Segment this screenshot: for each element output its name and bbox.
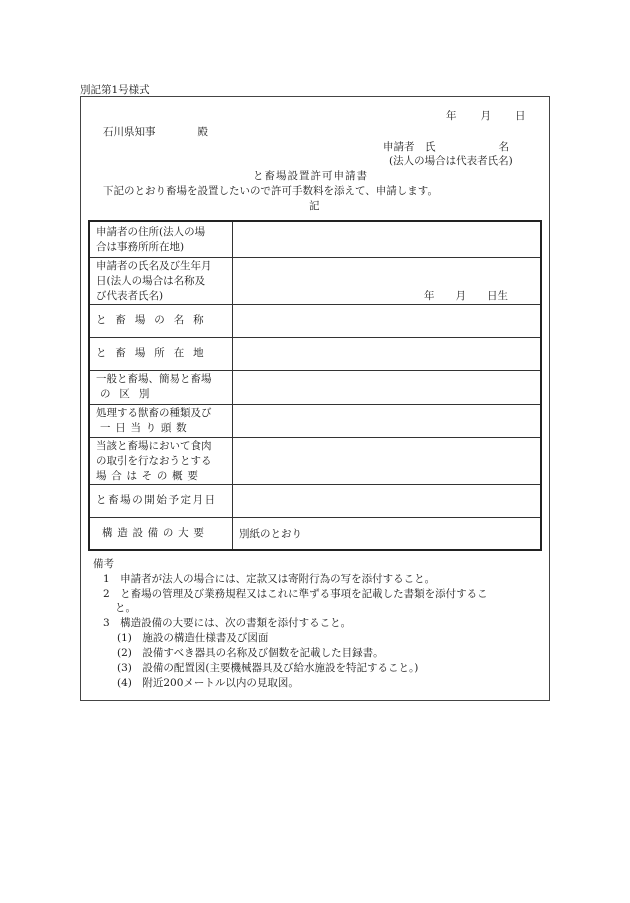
row-label-line: 当該と畜場において食肉	[96, 440, 212, 452]
addressee: 石川県知事 殿	[103, 126, 208, 138]
row-label-category	[96, 372, 230, 402]
column-divider	[232, 222, 233, 549]
form-label: 別記第1号様式	[80, 84, 150, 96]
row-label-line: 一般と畜場、簡易と畜場	[96, 373, 212, 385]
row-label-facility-location: と畜場所在地	[96, 347, 213, 359]
row-label-line: 一日当り頭数	[100, 422, 192, 434]
row-label-structure: 構造設備の大要	[102, 527, 209, 539]
ki-label: 記	[309, 200, 320, 212]
note-item: 1 申請者が法人の場合には、定款又は寄附行為の写を添付すること。	[103, 573, 436, 585]
note-subitem: (2) 設備すべき器具の名称及び個数を記載した目録書。	[117, 647, 384, 659]
form-title: と畜場設置許可申請書	[253, 170, 368, 182]
row-divider	[90, 517, 540, 518]
row-divider	[90, 337, 540, 338]
note-subitem: (4) 附近200メートル以内の見取図。	[117, 677, 299, 689]
row-label-name-birth	[96, 259, 230, 304]
row-label-line: 申請者の氏名及び生年月	[96, 260, 212, 272]
application-table	[88, 220, 542, 551]
row-divider	[90, 304, 540, 305]
row-divider	[90, 370, 540, 371]
row-label-line: 場合はその概要	[96, 470, 203, 482]
row-label-line: 申請者の住所(法人の場	[96, 226, 206, 238]
row-divider	[90, 437, 540, 438]
applicant-note: (法人の場合は代表者氏名)	[389, 155, 513, 167]
row-label-meat-trade	[96, 439, 230, 484]
row-label-start-date: と畜場の開始予定月日	[96, 494, 217, 506]
notes-heading: 備考	[93, 558, 114, 570]
row-label-line: の取引を行なおうとする	[96, 455, 212, 467]
row-divider	[90, 484, 540, 485]
row-divider	[90, 404, 540, 405]
applicant-line: 申請者 氏 名	[383, 141, 509, 153]
birthdate-value: 年 月 日生	[424, 290, 508, 302]
row-label-line: 処理する獣畜の種類及び	[96, 407, 212, 419]
row-label-line: び代表者氏名)	[96, 290, 164, 302]
row-label-address	[96, 225, 230, 255]
row-divider	[90, 257, 540, 258]
note-item: と。	[115, 602, 136, 614]
note-item: 3 構造設備の大要には、次の書類を添付すること。	[103, 617, 352, 629]
note-subitem: (1) 施設の構造仕様書及び図面	[117, 632, 269, 644]
row-label-line: の区別	[100, 388, 159, 400]
row-label-line: 日(法人の場合は名称及	[96, 275, 206, 287]
intro-text: 下記のとおり畜場を設置したいので許可手数料を添えて、申請します。	[103, 185, 438, 197]
note-item: 2 と畜場の管理及び業務規程又はこれに準ずる事項を記載した書類を添付するこ	[103, 588, 488, 600]
structure-value: 別紙のとおり	[239, 528, 302, 540]
row-label-livestock	[96, 406, 230, 436]
row-label-facility-name: と畜場の名称	[96, 314, 213, 326]
row-label-line: 合は事務所所在地)	[96, 241, 185, 253]
note-subitem: (3) 設備の配置図(主要機械器具及び給水施設を特記すること。)	[117, 662, 419, 674]
date-line: 年 月 日	[446, 110, 527, 122]
